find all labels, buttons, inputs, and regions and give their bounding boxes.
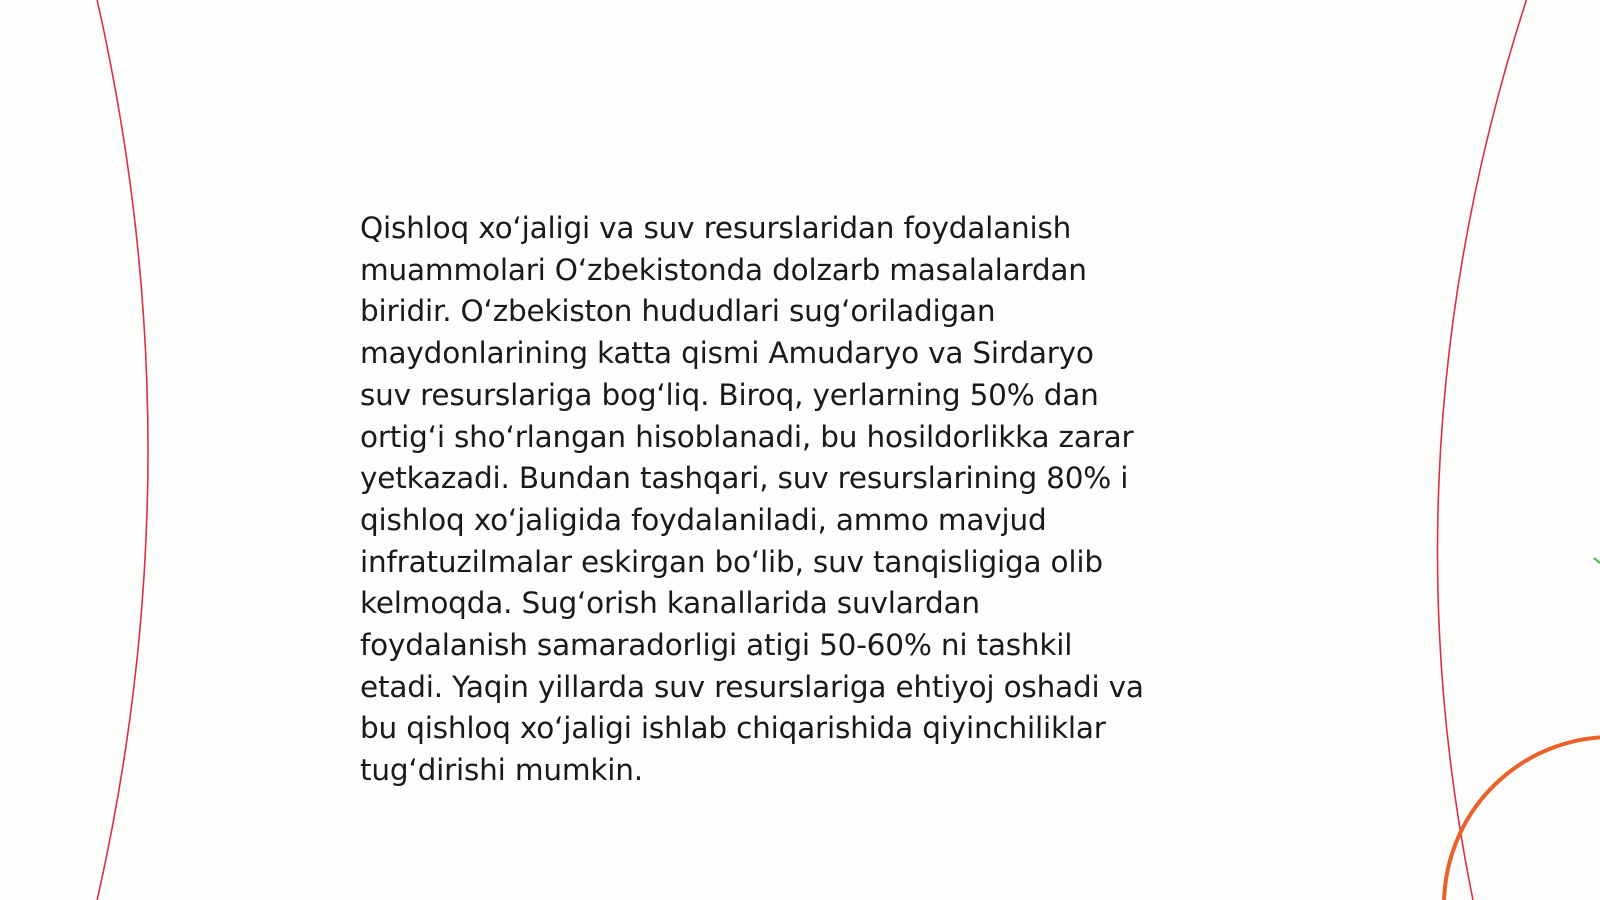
right-curve-line [1437,0,1528,900]
body-paragraph: Qishloq xo‘jaligi va suv resurslaridan foydalanish muammolari O‘zbekistonda dolzarb masalalardan biridir. O‘zbekiston hududlari sug‘oriladigan maydonlarining katta qismi Amudaryo va Sirdaryo suv resurslariga bog‘liq. Biroq, yerlarning 50% dan ortig‘i sho‘rlangan hisoblanadi, bu hosildorlikka zarar yetkazadi. Bundan tashqari, suv resurslarining 80% i qishloq xo‘jaligida foydalaniladi, ammo mavjud infratuzilmalar eskirgan bo‘lib, suv tanqisligiga olib kelmoqda. Sug‘orish kanallarida suvlardan foydalanish samaradorligi atigi 50-60% ni tashkil etadi. Yaqin yillarda suv resurslariga ehtiyoj oshadi va bu qishloq xo‘jaligi ishlab chiqarishida qiyinchiliklar tug‘dirishi mumkin. [360,211,1144,788]
left-curve-line [96,0,148,900]
green-accent-mark [1594,558,1600,563]
